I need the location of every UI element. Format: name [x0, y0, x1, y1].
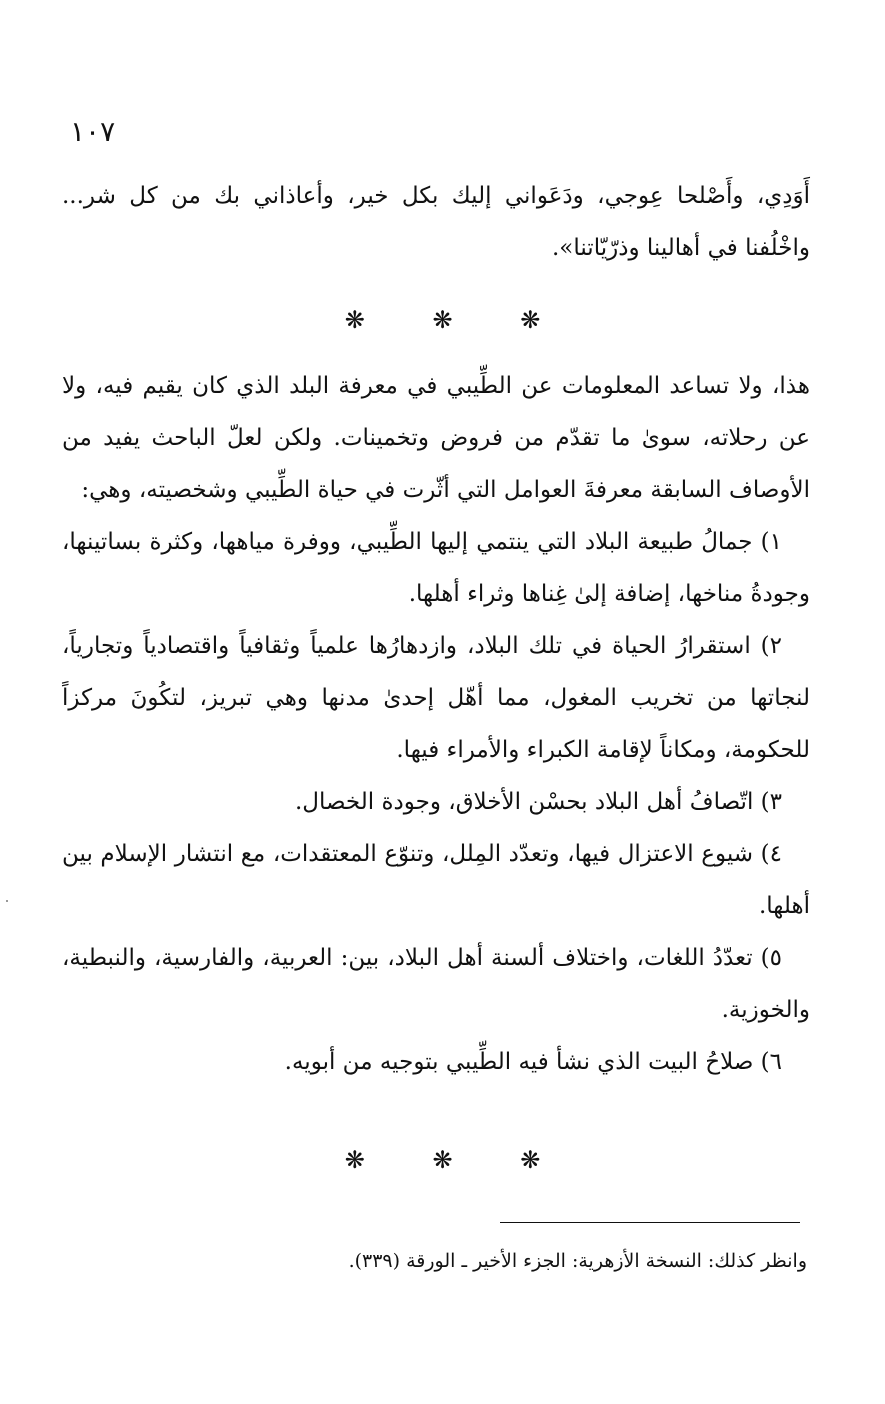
intro-text-block	[62, 170, 810, 274]
star-icon: ❋	[432, 306, 453, 334]
star-icon: ❋	[432, 1146, 453, 1174]
list-item-3: ٣) اتّصافُ أهل البلاد بحسْن الأخلاق، وجودة الخصال.	[294, 789, 782, 815]
scan-edge-mark	[6, 900, 8, 902]
section-separator-top	[0, 300, 885, 340]
footnote: وانظر كذلك: النسخة الأزهرية: الجزء الأخير ـ الورقة (٣٣٩).	[348, 1250, 807, 1272]
star-icon: ❋	[520, 306, 541, 334]
main-text-block	[62, 360, 810, 1088]
list-item-5: ٥) تعدّدُ اللغات، واختلاف ألسنة أهل البلاد، بين: العربية، والفارسية، والنبطية، والخوزية.	[62, 945, 810, 1023]
page-number: ١٠٧	[70, 115, 116, 148]
list-item-2: ٢) استقرارُ الحياة في تلك البلاد، وازدهارُها علمياً وثقافياً واقتصادياً وتجارياً، لنجاتها من تخريب المغول، مما أهّل إحدىٰ مدنها وهي تبريز، لتكُونَ مركزاً للحكومة، ومكاناً لإقامة الكبراء والأمراء فيها.	[62, 633, 810, 763]
section-separator-bottom	[0, 1140, 885, 1180]
star-icon: ❋	[344, 306, 365, 334]
star-icon: ❋	[344, 1146, 365, 1174]
star-icon: ❋	[520, 1146, 541, 1174]
list-item-6: ٦) صلاحُ البيت الذي نشأ فيه الطِّيبي بتوجيه من أبويه.	[284, 1049, 782, 1075]
intro-paragraph: أَوَدِي، وأَصْلحا عِوجي، ودَعَواني إليك بكل خير، وأعاذاني بك من كل شر... واخْلُفنا في أهالينا وذرّيّاتنا».	[62, 183, 810, 261]
list-item-4: ٤) شيوع الاعتزال فيها، وتعدّد المِلل، وتنوّع المعتقدات، مع انتشار الإسلام بين أهلها.	[62, 841, 810, 919]
main-paragraph: هذا، ولا تساعد المعلومات عن الطِّيبي في معرفة البلد الذي كان يقيم فيه، ولا عن رحلاته، سوىٰ ما تقدّم من فروض وتخمينات. ولكن لعلّ الباحث يفيد من الأوصاف السابقة معرفةَ العوامل التي أثّرت في حياة الطِّيبي وشخصيته، وهي:	[62, 373, 810, 503]
list-item-1: ١) جمالُ طبيعة البلاد التي ينتمي إليها الطِّيبي، ووفرة مياهها، وكثرة بساتينها، وجودةُ مناخها، إضافة إلىٰ غِناها وثراء أهلها.	[62, 529, 810, 607]
footnote-divider	[500, 1222, 800, 1223]
